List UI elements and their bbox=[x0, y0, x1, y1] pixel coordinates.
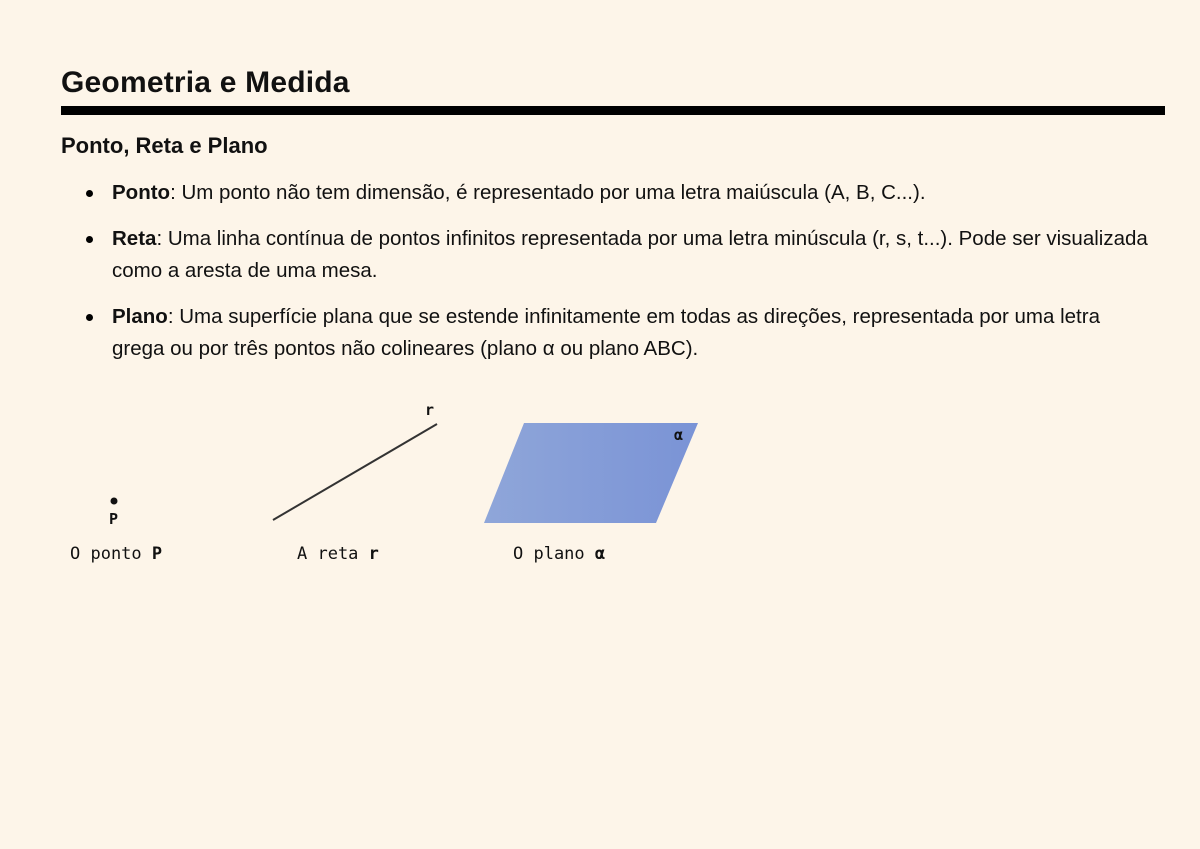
point-label: P bbox=[109, 510, 119, 528]
point-caption bbox=[70, 543, 162, 565]
point-caption-text: O ponto bbox=[70, 544, 152, 564]
definition-ponto: : Um ponto não tem dimensão, é representado por uma letra maiúscula (A, B, C...). bbox=[170, 181, 926, 204]
line-caption bbox=[297, 543, 379, 565]
plane-alpha bbox=[484, 423, 698, 523]
plane-caption bbox=[513, 543, 605, 565]
plane-caption-symbol: α bbox=[594, 544, 606, 564]
geometry-figure bbox=[0, 390, 760, 590]
definition-reta: : Uma linha contínua de pontos infinitos representada por uma letra minúscula (r, s, t...). Pode ser visualizada como a aresta de uma mesa. bbox=[112, 227, 1148, 282]
term-plano: Plano bbox=[112, 305, 168, 328]
bullet-icon bbox=[86, 314, 93, 321]
section-heading: Ponto, Reta e Plano bbox=[61, 133, 268, 158]
line-label: r bbox=[425, 401, 435, 419]
line-caption-text: A reta bbox=[297, 544, 369, 564]
definition-plano: : Uma superfície plana que se estende infinitamente em todas as direções, representada por uma letra grega ou por três pontos não colineares (plano α ou plano ABC). bbox=[112, 305, 1100, 360]
line-caption-symbol: r bbox=[368, 544, 379, 564]
page-title: Geometria e Medida bbox=[61, 66, 350, 99]
line-r bbox=[273, 424, 437, 520]
plane-caption-text: O plano bbox=[513, 544, 595, 564]
bullet-icon bbox=[86, 190, 93, 197]
list-item-reta bbox=[86, 223, 1156, 287]
definitions-list bbox=[86, 177, 1156, 379]
title-divider bbox=[61, 106, 1165, 115]
term-reta: Reta bbox=[112, 227, 157, 250]
list-item-ponto bbox=[86, 177, 1156, 209]
point-caption-symbol: P bbox=[151, 544, 163, 564]
bullet-icon bbox=[86, 236, 93, 243]
point-p-dot bbox=[111, 498, 118, 505]
plane-label: α bbox=[674, 426, 684, 444]
term-ponto: Ponto bbox=[112, 181, 171, 204]
list-item-plano bbox=[86, 301, 1156, 365]
